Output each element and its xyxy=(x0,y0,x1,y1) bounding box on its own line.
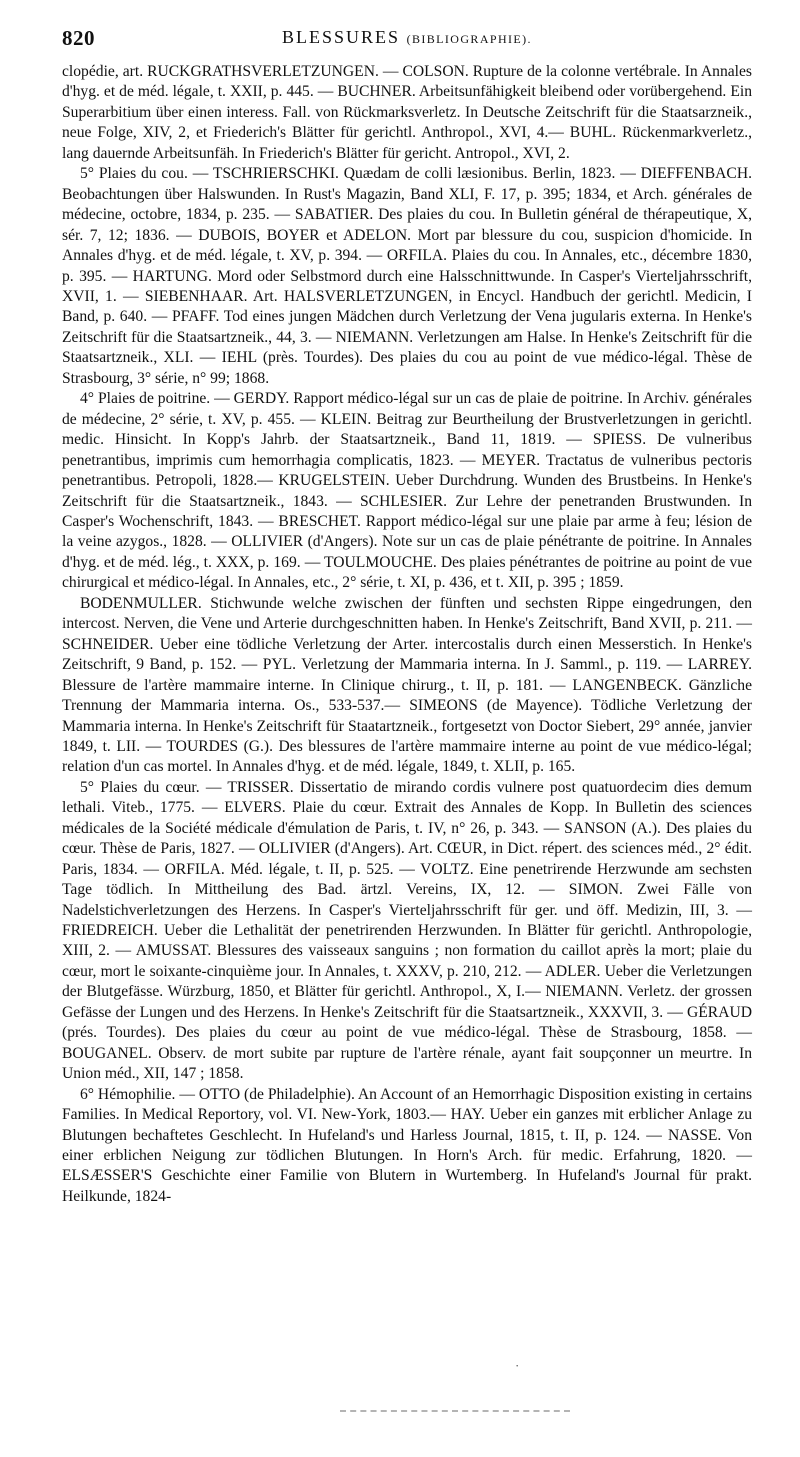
page-number: 820 xyxy=(62,26,95,50)
paragraph-intercostal-mammary: BODENMULLER. Stichwunde welche zwischen der fünften und sechsten Rippe eingedrungen, den intercost. Nerven, die Vene und Arterie durchgeschnitten haben. In Henke's Zeitschrift, Band XVII, p. 211. — SCHNEIDER. Ueber eine tödliche Verletzung der Arter. intercostalis durch einen Messerstich. In Henke's Zeitschrift, 9 Band, p. 152. — PYL. Verletzung der Mammaria interna. In J. Samml., p. 119. — LARREY. Blessure de l'artère mammaire interne. In Clinique chirurg., t. II, p. 181. — LANGENBECK. Gänzliche Trennung der Mammaria interna. Os., 533-537.— SIMEONS (de Mayence). Tödliche Verletzung der Mammaria interna. In Henke's Zeitschrift für Staatartzneik., fortgesetzt von Doctor Siebert, 29° année, janvier 1849, t. LII. — TOURDES (G.). Des blessures de l'artère mammaire interne au point de vue médico-légal; relation d'un cas mortel. In Annales d'hyg. et de méd. légale, 1849, t. XLII, p. 165. xyxy=(62,594,752,776)
running-title xyxy=(62,27,752,48)
paragraph-neck-wounds: 5° Plaies du cou. — TSCHRIERSCHKI. Quædam de colli læsionibus. Berlin, 1823. — DIEFFENBACH. Beobachtungen über Halswunden. In Rust's Magazin, Band XLI, F. 17, p. 395; 1834, et Arch. générales de médecine, octobre, 1834, p. 235. — SABATIER. Des plaies du cou. In Bulletin général de thérapeutique, X, sér. 7, 12; 1836. — DUBOIS, BOYER et ADELON. Mort par blessure du cou, suspicion d'homicide. In Annales d'hyg. et de méd. légale, t. XV, p. 394. — ORFILA. Plaies du cou. In Annales, etc., décembre 1830, p. 395. — HARTUNG. Mord oder Selbstmord durch eine Halsschnittwunde. In Casper's Vierteljahrsschrift, XVII, 1. — SIEBENHAAR. Art. HALSVERLETZUNGEN, in Encycl. Handbuch der gerichtl. Medicin, I Band, p. 640. — PFAFF. Tod eines jungen Mädchen durch Verletzung der Vena jugularis externa. In Henke's Zeitschrift für die Staatsartzneik., 44, 3. — NIEMANN. Verletzungen am Halse. In Henke's Zeitschrift für die Staatsartzneik., XLI. — IEHL (près. Tourdes). Des plaies du cou au point de vue médico-légal. Thèse de Strasbourg, 3° série, n° 99; 1868. xyxy=(62,165,752,387)
page-footer-marks xyxy=(0,1350,800,1430)
paragraph-spine-continuation: clopédie, art. RUCKGRATHSVERLETZUNGEN. — COLSON. Rupture de la colonne vertébrale. In Annales d'hyg. et de méd. légale, t. XXII, p. 445. — BUCHNER. Arbeitsunfähigkeit bleibend oder vorübergehend. Ein Superarbitium über einen interess. Fall. von Rückmarksverletz. In Deutsche Zeitschrift für die Staatsarzneik., neue Folge, XIV, 2, et Friederich's Blätter für gerichtl. Anthropol., XVI, 4.— BUHL. Rückenmarkverletz., lang dauernde Arbeitsunfäh. In Friederich's Blätter für gericht. Antropol., XVI, 2. xyxy=(62,63,752,162)
bottom-rule xyxy=(340,1410,570,1414)
paragraph-hemophilia: 6° Hémophilie. — OTTO (de Philadelphie). An Account of an Hemorrhagic Disposition existing in certains Families. In Medical Reportory, vol. VI. New-York, 1803.— HAY. Ueber ein ganzes mit erblicher Anlage zu Blutungen bechaftetes Geschlecht. In Hufeland's und Harless Journal, 1815, t. II, p. 124. — NASSE. Von einer erblichen Neigung zur tödlichen Blutungen. In Horn's Arch. für medic. Erfahrung, 1820. — ELSÆSSER'S Geschichte einer Familie von Blutern in Wurtemberg. In Hufeland's Journal für prakt. Heilkunde, 1824- xyxy=(62,1085,753,1205)
footer-mark: · xyxy=(515,1358,520,1373)
running-title-main: BLESSURES xyxy=(282,27,401,47)
page-header xyxy=(62,26,752,56)
paragraph-heart-wounds: 5° Plaies du cœur. — TRISSER. Dissertatio de mirando cordis vulnere post quatuordecim dies demum lethali. Viteb., 1775. — ELVERS. Plaie du cœur. Extrait des Annales de Kopp. In Bulletin des sciences médicales de la Société médicale d'émulation de Paris, t. IV, n° 26, p. 343. — SANSON (A.). Des plaies du cœur. Thèse de Paris, 1827. — OLLIVIER (d'Angers). Art. CŒUR, in Dict. répert. des sciences méd., 2° édit. Paris, 1834. — ORFILA. Méd. légale, t. II, p. 525. — VOLTZ. Eine penetrirende Herzwunde am sechsten Tage tödlich. In Mittheilung des Bad. ärtzl. Vereins, IX, 12. — SIMON. Zwei Fälle von Nadelstichverletzungen des Herzens. In Casper's Vierteljahrsschrift für ger. und öff. Medizin, III, 3. — FRIEDREICH. Ueber die Lethalität der penetrirenden Herzwunden. In Blätter für gerichtl. Anthropologie, XIII, 2. — AMUSSAT. Blessures des vaisseaux sanguins ; non formation du caillot après la mort; plaie du cœur, mort le soixante-cinquième jour. In Annales, t. XXXV, p. 210, 212. — ADLER. Ueber die Verletzungen der Blutgefässe. Würzburg, 1850, et Blätter für gerichtl. Anthropol., X, I.— NIEMANN. Verletz. der grossen Gefässe der Lungen und des Herzens. In Henke's Zeitschrift für die Staatsartzneik., XXXVII, 3. — GÉRAUD (prés. Tourdes). Des plaies du cœur au point de vue médico-légal. Thèse de Strasbourg, 1858. — BOUGANEL. Observ. de mort subite par rupture de l'artère rénale, ayant fait soupçonner un meurtre. In Union méd., XII, 147 ; 1858. xyxy=(62,778,752,1083)
paragraph-chest-wounds: 4° Plaies de poitrine. — GERDY. Rapport médico-légal sur un cas de plaie de poitrine. In Archiv. générales de médecine, 2° série, t. XV, p. 455. — KLEIN. Beitrag zur Beurtheilung der Brustverletzungen in gerichtl. medic. Hinsicht. In Kopp's Jahrb. der Staatsartzneik., Band 11, 1819. — SPIESS. De vulneribus penetrantibus, imprimis cum hemorrhagia complicatis, 1823. — MEYER. Tractatus de vulneribus pectoris penetrantibus. Petropoli, 1828.— KRUGELSTEIN. Ueber Durchdrung. Wunden des Brustbeins. In Henke's Zeitschrift für die Staatsartzneik., 1843. — SCHLESIER. Zur Lehre der penetranden Brustwunden. In Casper's Wochenschrift, 1843. — BRESCHET. Rapport médico-légal sur une plaie par arme à feu; lésion de la veine azygos., 1828. — OLLIVIER (d'Angers). Note sur un cas de plaie pénétrante de poitrine. In Annales d'hyg. et de méd. lég., t. XXX, p. 169. — TOULMOUCHE. Des plaies pénétrantes de poitrine au point de vue chirurgical et médico-légal. In Annales, etc., 2° série, t. XI, p. 436, et t. XII, p. 395 ; 1859. xyxy=(62,390,752,592)
running-title-sub: (BIBLIOGRAPHIE). xyxy=(406,32,532,46)
bibliography-text xyxy=(62,62,752,1207)
